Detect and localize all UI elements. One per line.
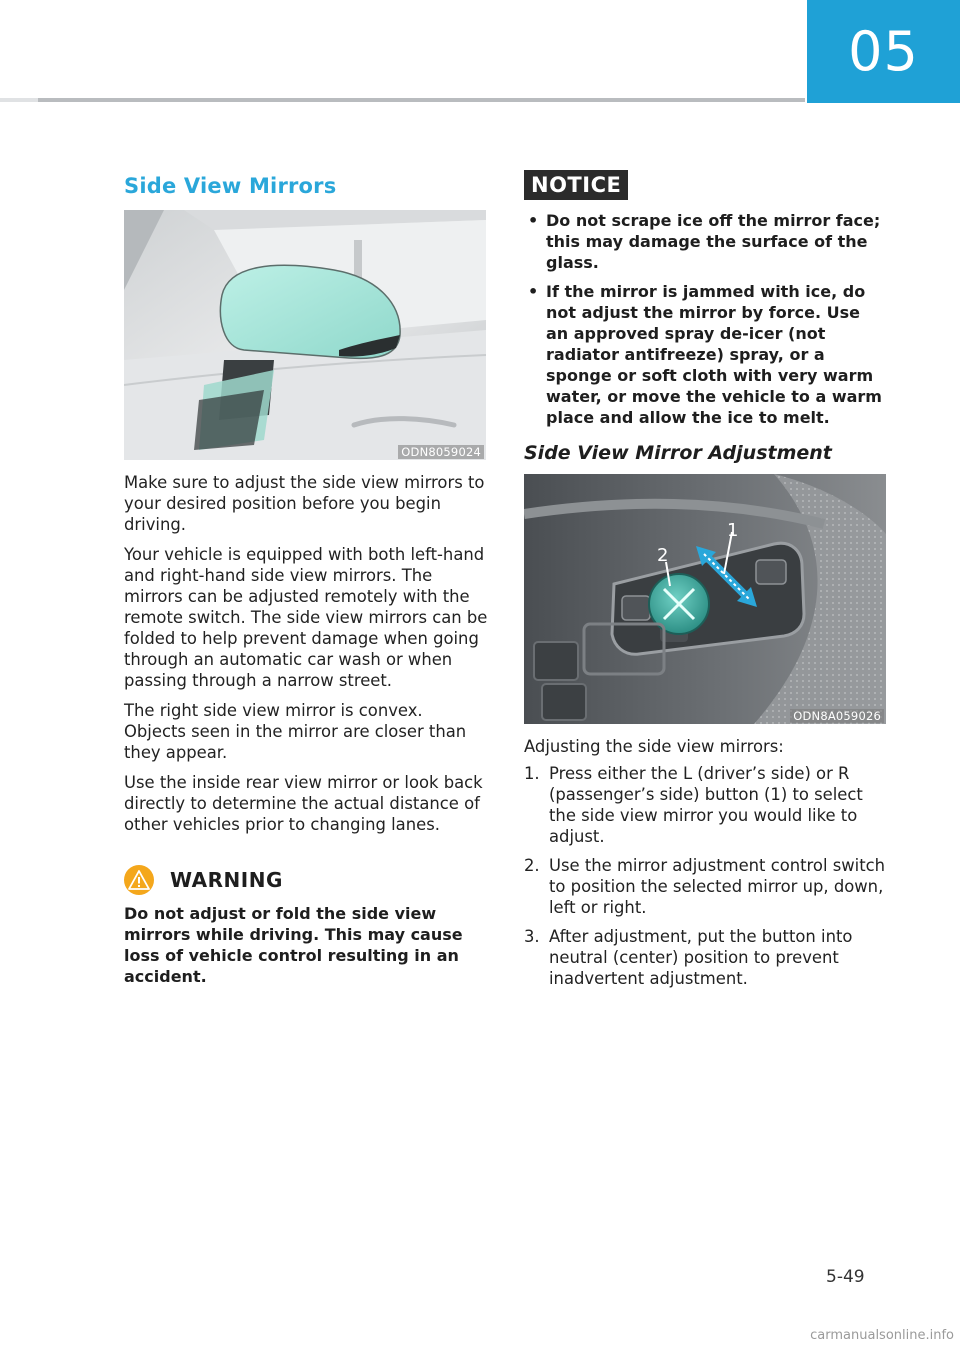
- footer-watermark: carmanualsonline.info: [810, 1328, 954, 1343]
- bullet-icon: •: [528, 282, 539, 301]
- step-number: 1.: [524, 764, 540, 783]
- warning-text: Do not adjust or fold the side view mirrors while driving. This may cause loss of vehicle control resulting in an accident.: [124, 904, 463, 986]
- paragraph-2: Your vehicle is equipped with both left-hand and right-hand side view mirrors. The mirrors can be adjusted remotely with the remote switch. The side view mirrors can be folded to help prevent damage when going through an automatic car wash or when passing through a narrow street.: [124, 545, 488, 690]
- mirror-switch-illustration: [524, 474, 886, 724]
- notice-item: [524, 210, 886, 273]
- notice-badge: NOTICE: [524, 170, 628, 200]
- figure-code: ODN8A059026: [790, 709, 884, 723]
- steps-intro: Adjusting the side view mirrors:: [524, 737, 784, 756]
- left-column: [124, 170, 488, 987]
- callout-1: 1: [727, 520, 739, 541]
- page-number: 5-49: [826, 1267, 865, 1287]
- switch-figure: [524, 474, 886, 724]
- step-number: 3.: [524, 927, 540, 946]
- step-item: [524, 763, 886, 847]
- header-rule-accent: [0, 98, 38, 102]
- chapter-tab: [807, 0, 960, 103]
- subsection-title: Side View Mirror Adjustment: [524, 442, 832, 464]
- notice-item: [524, 281, 886, 428]
- header-rule: [0, 98, 805, 102]
- step-number: 2.: [524, 856, 540, 875]
- step-text: Press either the L (driver’s side) or R (passenger’s side) button (1) to select the side view mirror you would like to adjust.: [549, 764, 863, 846]
- side-mirror-illustration: [124, 210, 486, 460]
- paragraph-4: Use the inside rear view mirror or look back directly to determine the actual distance of other vehicles prior to changing lanes.: [124, 773, 483, 834]
- step-item: [524, 926, 886, 989]
- right-column: [524, 170, 886, 997]
- notice-item-text: If the mirror is jammed with ice, do not adjust the mirror by force. Use an approved spray de-icer (not radiator antifreeze) spray, or a sponge or soft cloth with very warm water, or move the vehicle to a warm place and allow the ice to melt.: [546, 282, 882, 427]
- step-text: Use the mirror adjustment control switch to position the selected mirror up, down, left or right.: [549, 856, 886, 917]
- notice-item-text: Do not scrape ice off the mirror face; this may damage the surface of the glass.: [546, 211, 881, 272]
- section-title: Side View Mirrors: [124, 174, 337, 198]
- steps-list: [524, 763, 886, 989]
- bullet-icon: •: [528, 211, 539, 230]
- figure-code: ODN8059024: [398, 445, 484, 459]
- mirror-figure: [124, 210, 486, 460]
- paragraph-1: Make sure to adjust the side view mirrors to your desired position before you begin driving.: [124, 473, 485, 534]
- step-item: [524, 855, 886, 918]
- warning-label: WARNING: [170, 868, 283, 892]
- warning-header: [124, 865, 488, 895]
- chapter-number: 05: [848, 20, 919, 83]
- paragraph-3: The right side view mirror is convex. Objects seen in the mirror are closer than they appear.: [124, 701, 467, 762]
- notice-list: [524, 210, 886, 428]
- callout-2: 2: [657, 545, 669, 566]
- step-text: After adjustment, put the button into neutral (center) position to prevent inadvertent adjustment.: [549, 927, 853, 988]
- warning-triangle-icon: [124, 865, 154, 895]
